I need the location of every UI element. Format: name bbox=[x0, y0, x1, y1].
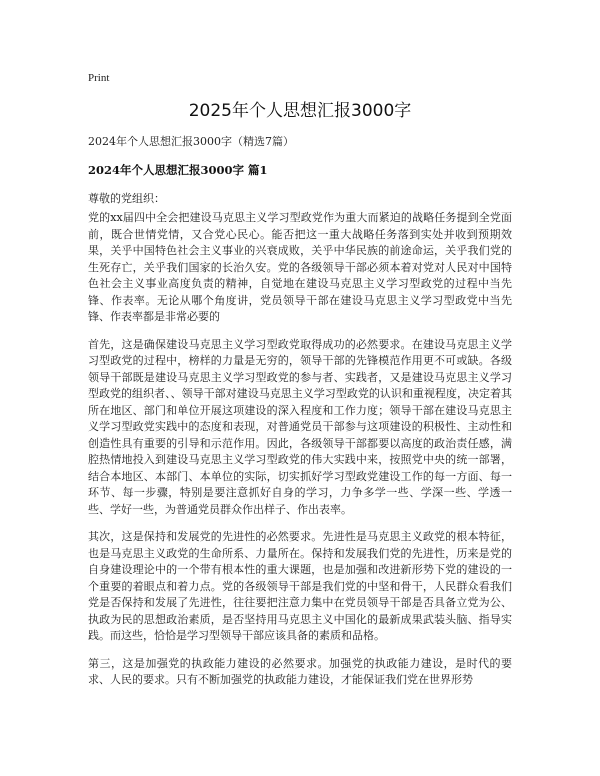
paragraph-3: 其次，这是保持和发展党的先进性的必然要求。先进性是马克思主义政党的根本特征，也是马克思主义政党的生命所系、力量所在。保持和发展我们党的先进性，历来是党的自身建设理论中的一个带有根本性的重大课题，也是加强和改进新形势下党的建设的一个重要的着眼点和着力点。党的各级领导干部是我们党的中坚和骨干，人民群众看我们党是否保持和发展了先进性，往往要把注意力集中在党员领导干部是否具备立党为公、执政为民的思想政治素质，是否坚持用马克思主义中国化的最新成果武装头脑、指导实践。而这些，恰恰是学习型领导干部应该具备的素质和品格。 bbox=[88, 530, 512, 642]
document-subtitle: 2024年个人思想汇报3000字（精选7篇） bbox=[88, 135, 294, 148]
body-text bbox=[88, 210, 512, 700]
print-label: Print bbox=[88, 72, 110, 84]
document-title: 2025年个人思想汇报3000字 bbox=[188, 101, 412, 121]
section-heading: 2024年个人思想汇报3000字 篇1 bbox=[88, 163, 268, 177]
paragraph-4: 第三，这是加强党的执政能力建设的必然要求。加强党的执政能力建设，是时代的要求、人民的要求。只有不断加强党的执政能力建设，才能保证我们党在世界形势 bbox=[88, 656, 512, 686]
paragraph-2: 首先，这是确保建设马克思主义学习型政党取得成功的必然要求。在建设马克思主义学习型政党的过程中，榜样的力量是无穷的，领导干部的先锋模范作用更不可或缺。各级领导干部既是建设马克思主义学习型政党的参与者、实践者，又是建设马克思主义学习型政党的组织者、、领导干部对建设马克思主义学习型政党的认识和重视程度，决定着其所在地区、部门和单位开展这项建设的深入程度和工作力度；领导干部在建设马克思主义学习型政党实践中的态度和表现，对普通党员干部参与这项建设的积极性、主动性和创造性具有重要的引导和示范作用。因此，各级领导干部都要以高度的政治责任感，满腔热情地投入到建设马克思主义学习型政党的伟大实践中来，按照党中央的统一部署，结合本地区、本部门、本单位的实际，切实抓好学习型政党建设工作的每一方面、每一环节、每一步骤，特别是要注意抓好自身的学习，力争多学一些、学深一些、学透一些、学好一些，为普通党员群众作出样子、作出表率。 bbox=[88, 337, 512, 516]
paragraph-1: 党的xx届四中全会把建设马克思主义学习型政党作为重大而紧迫的战略任务提到全党面前，既合世情党情，又合党心民心。能否把这一重大战略任务落到实处并收到预期效果，关乎中国特色社会主义事业的兴衰成败，关乎中华民族的前途命运，关乎我们党的生死存亡，关乎我们国家的长治久安。党的各级领导干部必须本着对党对人民对中国特色社会主义事业高度负责的精神，自觉地在建设马克思主义学习型政党的过程中当先锋、作表率。无论从哪个角度讲，党员领导干部在建设马克思主义学习型政党中当先锋、作表率都是非常必要的 bbox=[88, 211, 512, 323]
greeting-line: 尊敬的党组织： bbox=[88, 192, 165, 205]
